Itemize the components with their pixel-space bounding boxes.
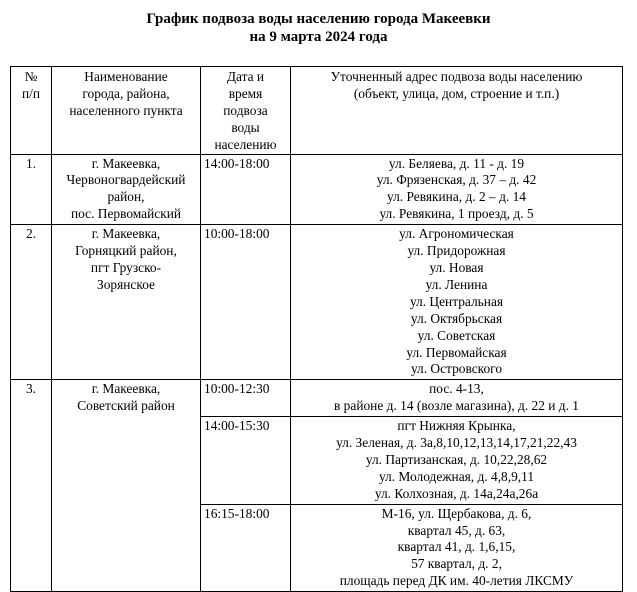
address-line: ул. Беляева, д. 11 - д. 19	[388, 155, 525, 171]
header-name: Наименование города, района, населенного пункта	[52, 67, 201, 155]
table-row	[11, 225, 623, 380]
address-line: ул. Островского	[410, 361, 503, 377]
address-line: ул. Ревякина, 1 проезд, д. 5	[379, 206, 534, 222]
address-line: ул. Первомайская	[406, 344, 507, 360]
address-line: ул. Октябрьская	[410, 310, 503, 326]
address-line: ул. Зеленая, д. 3а,8,10,12,13,14,17,21,22,43	[336, 435, 577, 451]
address-line: ул. Придорожная	[407, 243, 506, 259]
address-line: ул. Ленина	[425, 276, 488, 292]
address-list	[291, 417, 623, 505]
locality-name: г. Макеевка, Червоногвардейский район, пос. Первомайский	[52, 154, 201, 225]
delivery-time: 10:00-18:00	[201, 225, 291, 380]
address-list	[291, 380, 623, 417]
address-line: М-16, ул. Щербакова, д. 6,	[381, 505, 532, 521]
title-line-2: на 9 марта 2024 года	[249, 29, 388, 45]
address-list	[291, 225, 623, 380]
address-line: площадь перед ДК им. 40-летия ЛКСМУ	[339, 573, 574, 589]
header-num: № п/п	[11, 67, 52, 155]
delivery-time: 14:00-18:00	[201, 154, 291, 225]
delivery-time: 10:00-12:30	[201, 380, 291, 417]
address-line: ул. Фрязенская, д. 37 – д. 42	[376, 172, 537, 188]
table-row	[11, 380, 623, 417]
address-line: ул. Советская	[417, 327, 496, 343]
header-address: Уточненный адрес подвоза воды населению (объект, улица, дом, строение и т.п.)	[291, 67, 623, 155]
address-line: 57 квартал, д. 2,	[411, 556, 502, 572]
row-number: 1.	[11, 154, 52, 225]
schedule-table	[10, 66, 623, 592]
address-line: пгт Нижняя Крынка,	[397, 418, 516, 434]
address-line: ул. Ревякина, д. 2 – д. 14	[387, 189, 526, 205]
address-line: ул. Новая	[429, 259, 484, 275]
row-number: 2.	[11, 225, 52, 380]
address-list	[291, 504, 623, 592]
table-row	[11, 154, 623, 225]
address-line: ул. Молодежная, д. 4,8,9,11	[378, 468, 535, 484]
address-line: квартал 41, д. 1,6,15,	[397, 539, 516, 555]
address-line: пос. 4-13,	[429, 381, 484, 397]
locality-name: г. Макеевка, Горняцкий район, пгт Грузско- Зорянское	[52, 225, 201, 380]
address-line: квартал 45, д. 63,	[407, 522, 506, 538]
address-line: ул. Агрономическая	[399, 226, 514, 242]
delivery-time: 14:00-15:30	[201, 417, 291, 505]
address-line: ул. Колхозная, д. 14а,24а,26а	[374, 485, 539, 501]
title-line-1: График подвоза воды населению города Макеевки	[146, 11, 491, 27]
table-header-row	[11, 67, 623, 155]
address-line: ул. Партизанская, д. 10,22,28,62	[365, 451, 548, 467]
address-line: ул. Центральная	[409, 293, 504, 309]
locality-name: г. Макеевка, Советский район	[52, 380, 201, 592]
delivery-time: 16:15-18:00	[201, 504, 291, 592]
document-title	[0, 10, 637, 46]
header-time: Дата и время подвоза воды населению	[201, 67, 291, 155]
address-line: в районе д. 14 (возле магазина), д. 22 и д. 1	[334, 398, 579, 414]
row-number: 3.	[11, 380, 52, 592]
address-list	[291, 154, 623, 225]
